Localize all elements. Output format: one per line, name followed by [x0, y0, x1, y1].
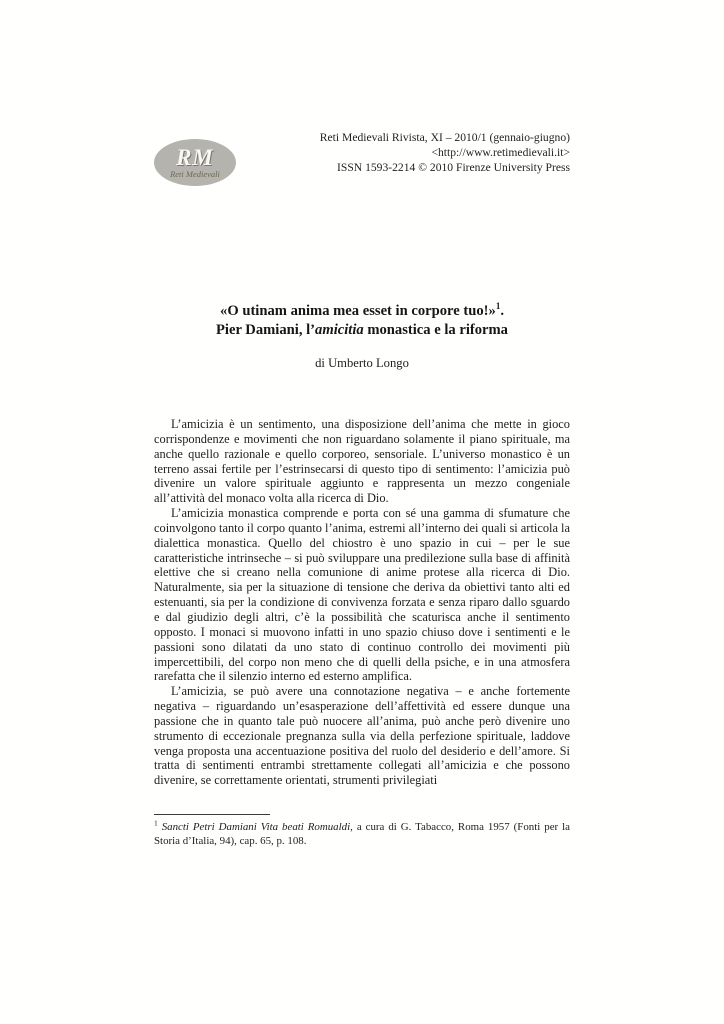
- journal-url: <http://www.retimedievali.it>: [431, 146, 570, 159]
- title-subtitle-pre: Pier Damiani, l’: [216, 322, 316, 338]
- footnotes-section: [154, 814, 570, 848]
- reti-medievali-logo: [154, 139, 236, 186]
- footnote-1: [154, 818, 570, 848]
- paragraph-3: L’amicizia, se può avere una connotazione negativa – e anche fortemente negativa – riguardando un’esasperazione dell’affettività ed essere dunque una passione che in quanto tale può nuocere all’anima, può anche però divenire uno strumento di eccezionale pregnanza sulla via della perfezione spirituale, laddove venga proposta una accentuazione positiva del ruolo del desiderio e dell’amore. Si tratta di sentimenti entrambi strettamente collegati all’amicizia e che possono divenire, se correttamente orientati, strumenti privilegiati: [154, 684, 570, 788]
- journal-title-line: Reti Medievali Rivista, XI – 2010/1 (gennaio-giugno): [319, 131, 570, 144]
- article-body: [154, 417, 570, 788]
- journal-info: [320, 130, 570, 175]
- logo-initials: RM: [176, 145, 214, 170]
- paragraph-1: L’amicizia è un sentimento, una disposizione dell’anima che mette in gioco corrispondenze e movimenti che non riguardano solamente il piano spirituale, ma anche quello razionale e quello corporeo, sensoriale. L’universo monastico è un terreno assai fertile per l’estrinsecarsi di questo tipo di sentimento: l’amicizia può divenire un valore spirituale aggiunto e rappresenta un mezzo congeniale all’attività del monaco volta alla ricerca di Dio.: [154, 417, 570, 506]
- article-title-line-2: [154, 321, 570, 340]
- paragraph-2: L’amicizia monastica comprende e porta con sé una gamma di sfumature che coinvolgono tanto il corpo quanto l’anima, estremi all’interno dei quali si articola la dialettica monastica. Quello del chiostro è uno spazio in cui – per le sue caratteristiche intrinseche – si può sviluppare una predilezione sulla base di affinità elettive che si creano nella comunione di anime protese alla ricerca di Dio. Naturalmente, sia per la situazione di tensione che deriva da obiettivi tanto alti ed estenuanti, sia per la condizione di convivenza forzata e senza riparo dallo sguardo e dal giudizio degli altri, c’è la possibilità che scaturisca anche il sentimento opposto. I monaci si muovono infatti in uno spazio chiuso dove i sentimenti e le passioni sono dilatati da uno stato di continuo controllo dei movimenti più impercettibili, del corpo non meno che di quelli della psiche, e in una atmosfera rarefatta che il silenzio interno ed esterno amplifica.: [154, 506, 570, 684]
- footnote-work-title: Sancti Petri Damiani Vita beati Romualdi: [161, 821, 351, 834]
- article-title-line-1: [154, 302, 570, 321]
- title-subtitle-post: monastica e la riforma: [363, 322, 508, 338]
- article-title: [154, 302, 570, 340]
- title-main-text: «O utinam anima mea esset in corpore tuo!»: [220, 303, 496, 319]
- title-footnote-ref: 1: [495, 301, 501, 312]
- title-subtitle-italic: amicitia: [315, 322, 364, 338]
- journal-issn-line: ISSN 1593-2214 © 2010 Firenze University Press: [337, 161, 570, 174]
- title-end-punctuation: .: [500, 303, 504, 319]
- byline: di Umberto Longo: [315, 356, 409, 370]
- masthead: [154, 130, 570, 186]
- logo-wordmark: Reti Medievali: [170, 169, 220, 179]
- footnote-separator-rule: [154, 814, 270, 815]
- footnote-marker: 1: [154, 818, 158, 828]
- page-content: [154, 0, 570, 848]
- footnote-citation-rest: , a cura di G. Tabacco, Roma 1957 (Fonti per la Storia d’Italia, 94), cap. 65, p. 108.: [154, 821, 570, 847]
